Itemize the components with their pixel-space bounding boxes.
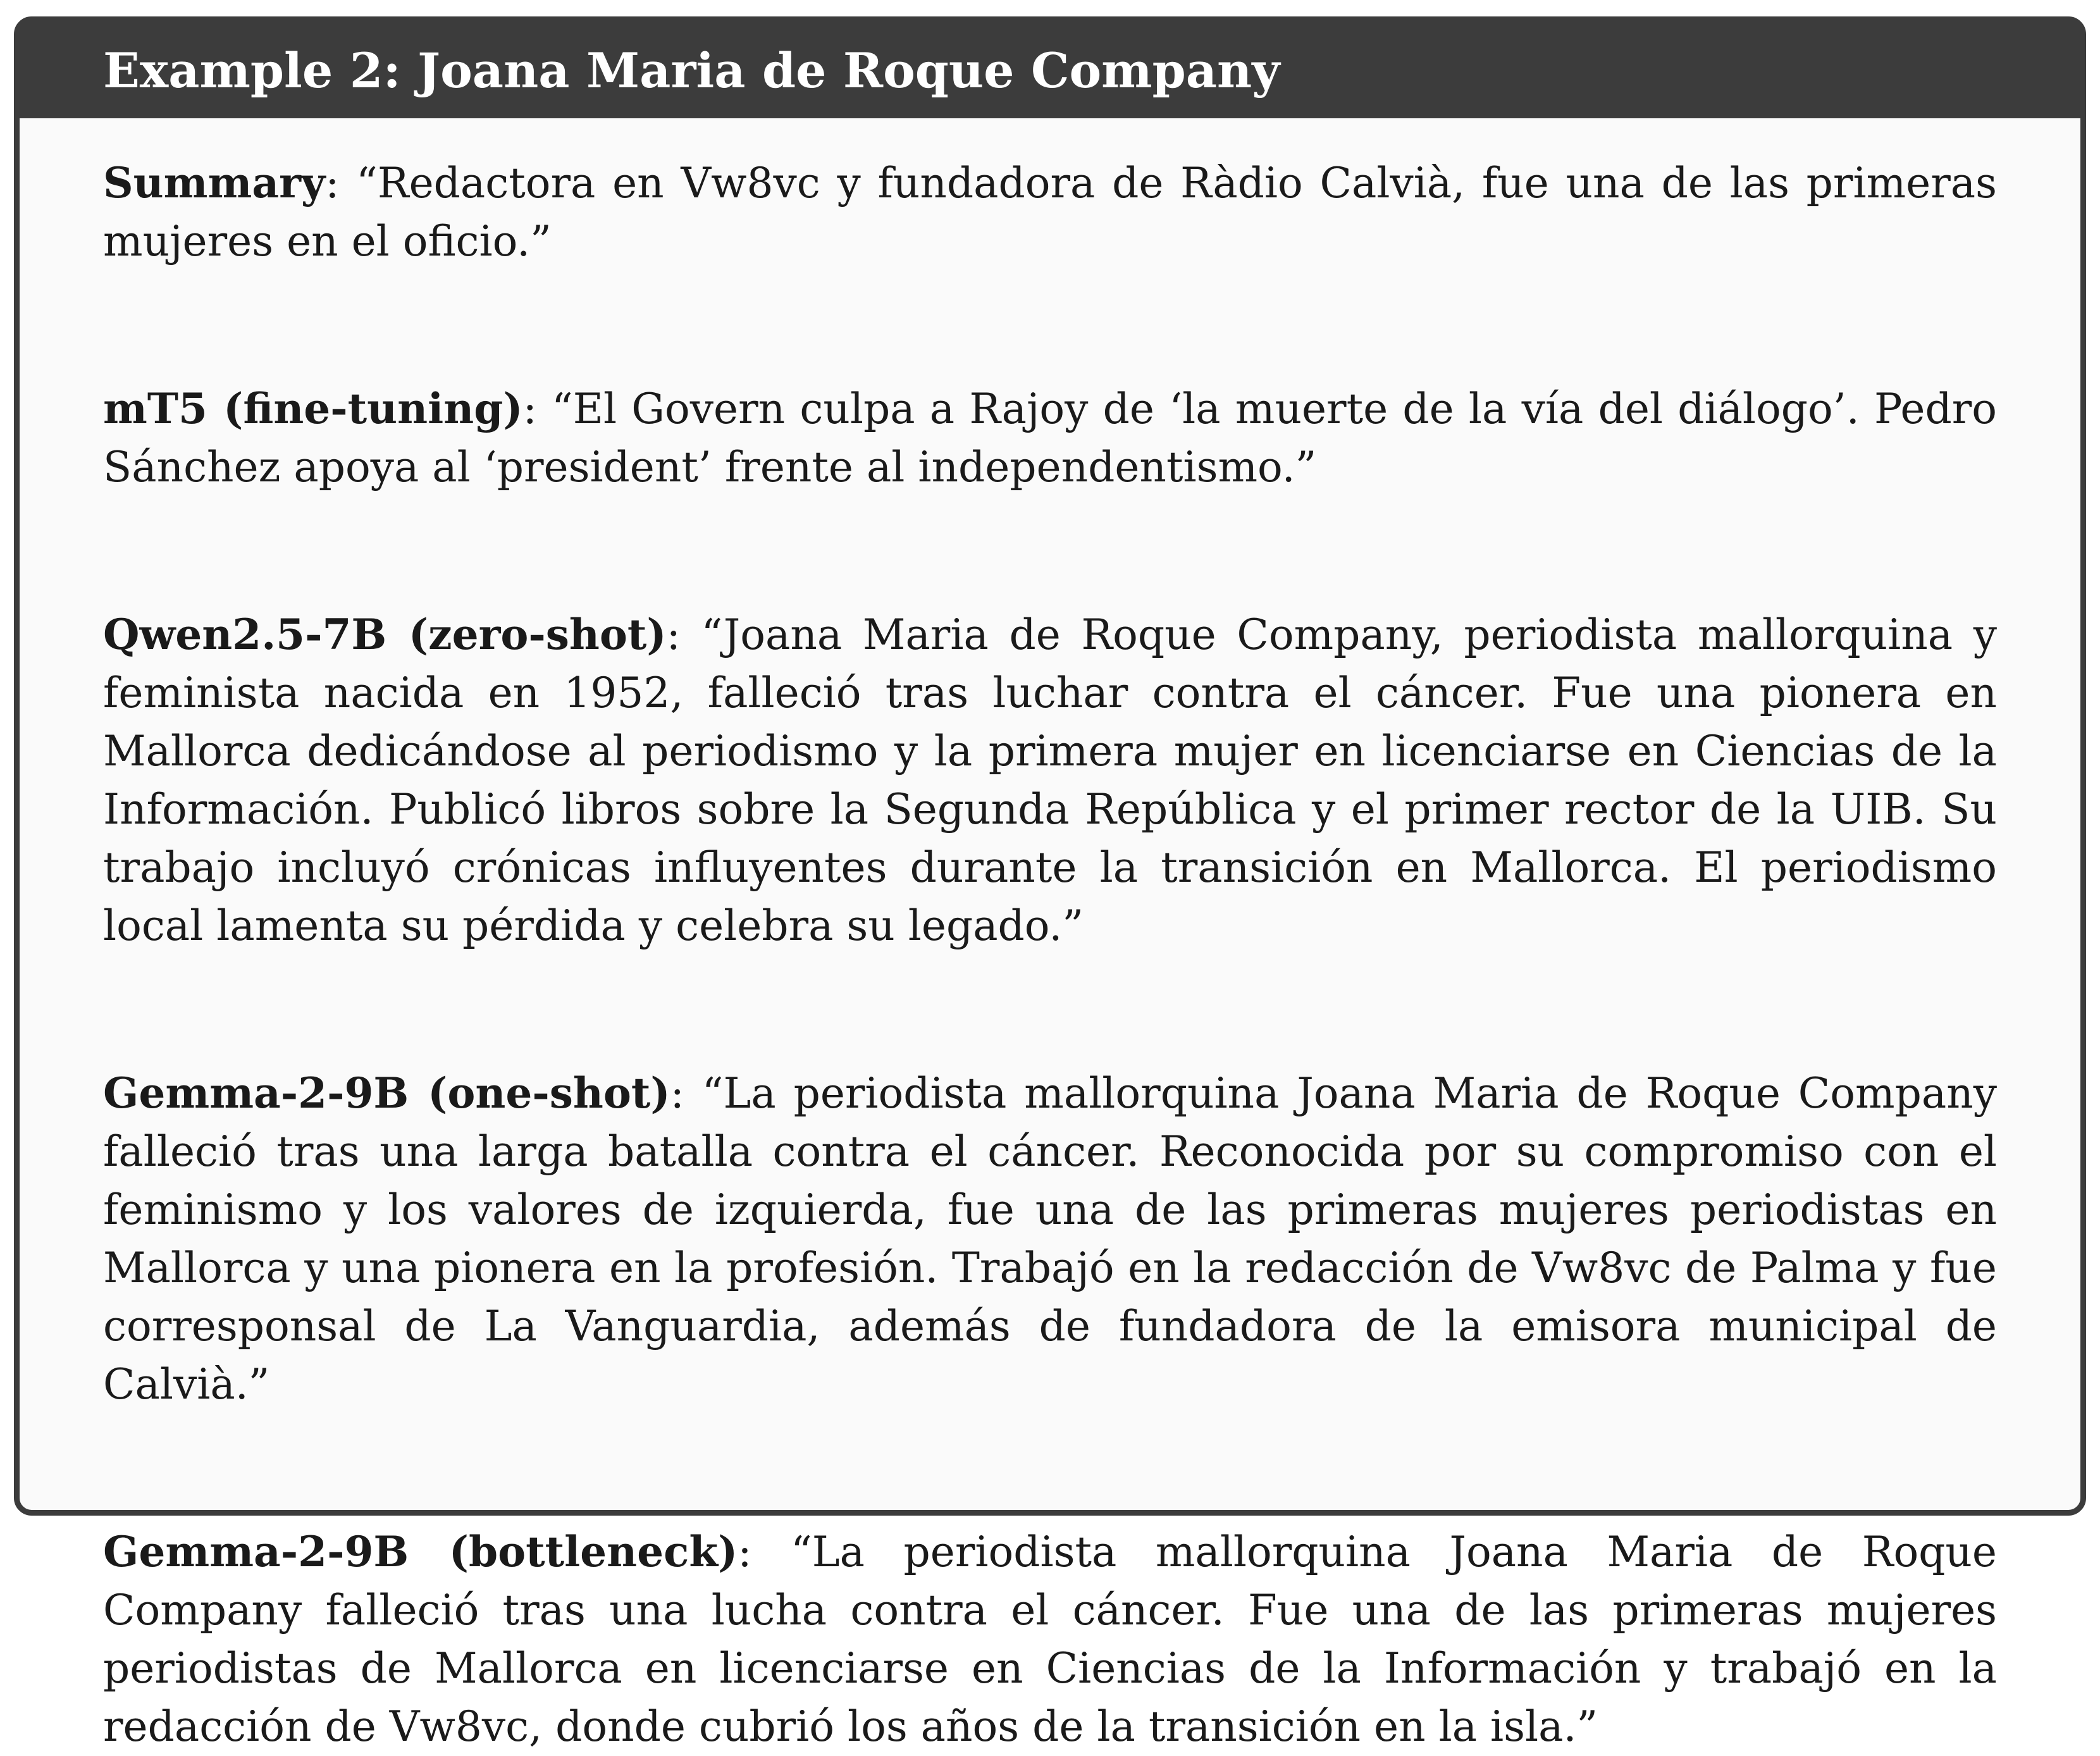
entry-label: Summary — [103, 158, 326, 207]
example-title: Example 2: Joana Maria de Roque Company — [103, 42, 1280, 99]
entry-summary: Summary: “Redactora en Vw8vc y fundadora de Ràdio Calvià, fue una de las primeras mujeres en el oficio.” — [103, 158, 1997, 266]
entry-label: Gemma-2-9B (bottleneck) — [103, 1527, 738, 1576]
entry-text: “Redactora en Vw8vc y fundadora de Ràdio Calvià, fue una de las primeras mujeres en el oficio.” — [103, 159, 1997, 266]
entry-qwen: Qwen2.5-7B (zero-shot): “Joana Maria de Roque Company, periodista mallorquina y feminista nacida en 1952, falleció tras luchar contra el cáncer. Fue una pionera en Mallorca dedicándose al periodismo y la primera mujer en licenciarse en Ciencias de la Información. Publicó libros sobre la Segunda República y el primer rector de la UIB. Su trabajo incluyó crónicas influyentes durante la transición en Mallorca. El periodismo local lamenta su pérdida y celebra su legado.” — [103, 610, 1997, 950]
example-header — [20, 22, 2080, 118]
entry-gemma-one-shot: Gemma-2-9B (one-shot): “La periodista mallorquina Joana Maria de Roque Company falleció tras una larga batalla contra el cáncer. Reconocida por su compromiso con el feminismo y los valores de izquierda, fue una de las primeras mujeres periodistas en Mallorca y una pionera en la profesión. Trabajó en la redacción de Vw8vc de Palma y fue corresponsal de La Vanguardia, además de fundadora de la emisora municipal de Calvià.” — [103, 1068, 1997, 1409]
entry-gemma-bottleneck: Gemma-2-9B (bottleneck): “La periodista mallorquina Joana Maria de Roque Company falleció tras una lucha contra el cáncer. Fue una de las primeras mujeres periodistas de Mallorca en licenciarse en Ciencias de la Información y trabajó en la redacción de Vw8vc, donde cubrió los años de la transición en la isla.” — [103, 1527, 1997, 1751]
entry-label: Gemma-2-9B (one-shot) — [103, 1068, 670, 1118]
entry-label: mT5 (fine-tuning) — [103, 384, 523, 433]
entry-text: “La periodista mallorquina Joana Maria de Roque Company falleció tras una larga batalla contra el cáncer. Reconocida por su compromiso con el feminismo y los valores de izquierda, fue una de las primeras mujeres periodistas en Mallorca y una pionera en la profesión. Trabajó en la redacción de Vw8vc de Palma y fue corresponsal de La Vanguardia, además de fundadora de la emisora municipal de Calvià.” — [103, 1069, 1997, 1409]
example-box — [14, 16, 2086, 1751]
entry-text: “Joana Maria de Roque Company, periodista mallorquina y feminista nacida en 1952, falleció tras luchar contra el cáncer. Fue una pionera en Mallorca dedicándose al periodismo y la primera mujer en licenciarse en Ciencias de la Información. Publicó libros sobre la Segunda República y el primer rector de la UIB. Su trabajo incluyó crónicas influyentes durante la transición en Mallorca. El periodismo local lamenta su pérdida y celebra su legado.” — [103, 610, 1997, 950]
entry-label: Qwen2.5-7B (zero-shot) — [103, 610, 667, 659]
entry-mt5: mT5 (fine-tuning): “El Govern culpa a Rajoy de ‘la muerte de la vía del diálogo’. Pedro Sánchez apoya al ‘president’ frente al independentismo.” — [103, 384, 1997, 492]
example-body — [20, 118, 2080, 1756]
entry-text: “El Govern culpa a Rajoy de ‘la muerte de la vía del diálogo’. Pedro Sánchez apoya al ‘president’ frente al independentismo.” — [103, 385, 1997, 492]
entry-text: “La periodista mallorquina Joana Maria de Roque Company falleció tras una lucha contra el cáncer. Fue una de las primeras mujeres periodistas de Mallorca en licenciarse en Ciencias de la Información y trabajó en la redacción de Vw8vc, donde cubrió los años de la transición en la isla.” — [103, 1528, 1997, 1751]
